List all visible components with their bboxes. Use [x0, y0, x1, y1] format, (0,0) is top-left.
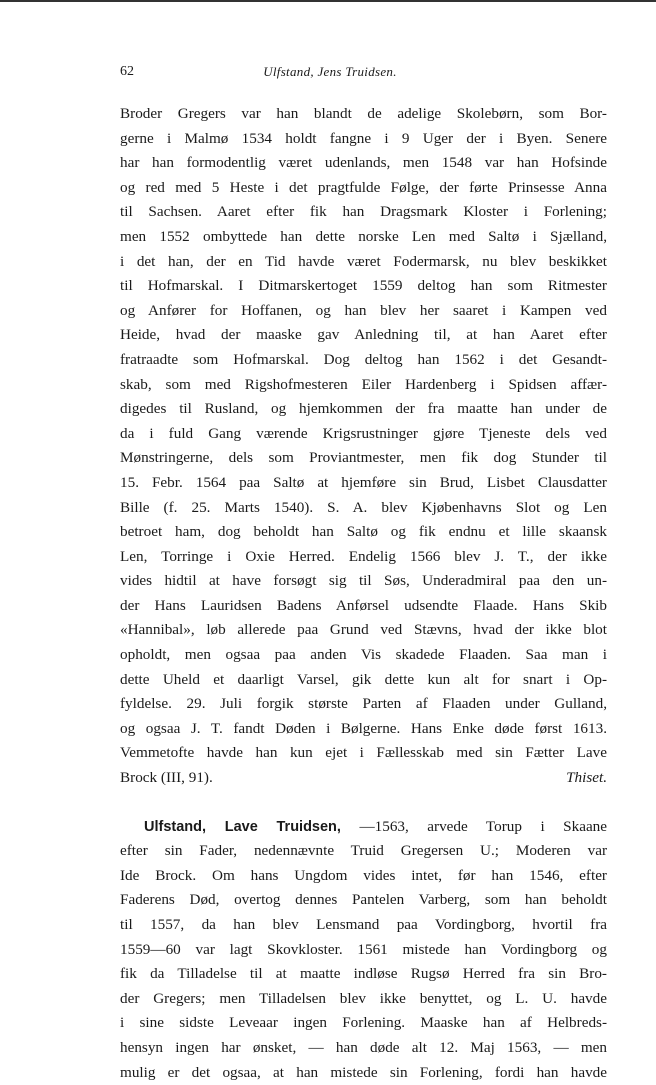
text-line: Len, Torringe i Oxie Herred. Endelig 1566 blev J. T., der ikke [120, 547, 607, 565]
body-text [120, 102, 607, 1085]
text-line: skab, som med Rigshofmesteren Eiler Hardenberg i Spidsen affær- [120, 375, 607, 393]
running-head: Ulfstand, Jens Truidsen. [263, 64, 397, 79]
author-signature: Thiset. [566, 769, 607, 787]
text-line: «Hannibal», løb allerede paa Grund ved Stævns, hvad der ikke blot [120, 621, 607, 639]
text-line: til Sachsen. Aaret efter fik han Dragsmark Kloster i Forlening; [120, 203, 607, 221]
entry-jens-truidsen-continued [120, 102, 607, 791]
text-line: Broder Gregers var han blandt de adelige Skolebørn, som Bor- [120, 105, 607, 122]
text-line: Ide Brock. Om hans Ungdom vides intet, før han 1546, efter [120, 866, 607, 884]
page-number: 62 [120, 64, 134, 79]
text-line: opholdt, men ogsaa paa anden Vis skadede Flaaden. Saa man i [120, 646, 607, 664]
text-line: Bille (f. 25. Marts 1540). S. A. blev Kjøbenhavns Slot og Len [120, 498, 607, 516]
text-line: 1559—60 var lagt Skovkloster. 1561 mistede han Vordingborg og [120, 940, 607, 958]
text-line: mulig er det ogsaa, at han mistede sin Forlening, fordi han havde [120, 1063, 607, 1081]
entry-lave-truidsen [120, 815, 607, 1085]
text-line: 15. Febr. 1564 paa Saltø at hjemføre sin Brud, Lisbet Clausdatter [120, 473, 607, 491]
page-header [120, 64, 540, 84]
text-line: og ogsaa J. T. fandt Døden i Bølgerne. Hans Enke døde først 1613. [120, 719, 607, 737]
text-line: til Hofmarskal. I Ditmarskertoget 1559 deltog han som Ritmester [120, 277, 607, 295]
entry-title: Ulfstand, Lave Truidsen, [144, 818, 341, 835]
text-line: gerne i Malmø 1534 holdt fangne i 9 Uger der i Byen. Senere [120, 129, 607, 147]
text-line: og Anfører for Hoffanen, og han blev her saaret i Kampen ved [120, 301, 607, 319]
text-line: fratraadte som Hofmarskal. Dog deltog han 1562 i det Gesandt- [120, 350, 607, 368]
text-line: efter sin Fader, nedennævnte Truid Gregersen U.; Moderen var [120, 842, 607, 860]
text-line: i det han, der en Tid havde været Fodermarsk, nu blev beskikket [120, 252, 607, 270]
text-line: da i fuld Gang værende Krigsrustninger gjøre Tjeneste dels ved [120, 424, 607, 442]
text-line: til 1557, da han blev Lensmand paa Vordingborg, hvortil fra [120, 916, 607, 933]
text-line: fik da Tilladelse til at maatte indløse Rugsø Herred fra sin Bro- [120, 965, 607, 983]
text-line: hensyn ingen har ønsket, — han døde alt 12. Maj 1563, — men [120, 1038, 607, 1056]
text-line: Vemmetofte havde han kun ejet i Fællesskab med sin Fætter Lave [120, 744, 607, 762]
text-line: fyldelse. 29. Juli forgik største Parten af Flaaden under Gulland, [120, 695, 607, 713]
entry-first-line-text: —1563, arvede Torup i Skaane [359, 817, 607, 835]
entry-separator [120, 791, 607, 815]
text-line: Mønstringerne, dels som Proviantmester, men fik dog Stunder til [120, 449, 607, 467]
text-line: vides hidtil at have forsøgt sig til Søs, Underadmiral paa den un- [120, 572, 607, 590]
text-line: digedes til Rusland, og hjemkommen der fra maatte han under de [120, 400, 607, 418]
text-line: Brock (III, 91). [120, 769, 213, 787]
entry-first-line [120, 815, 607, 840]
text-line: i sine sidste Leveaar ingen Forlening. Maaske han af Helbreds- [120, 1014, 607, 1032]
text-line: men 1552 ombyttede han dette norske Len med Saltø i Sjælland, [120, 227, 607, 245]
text-line: betroet ham, dog beholdt han Saltø og fik endnu et lille skaansk [120, 523, 607, 541]
signed-line [120, 766, 607, 791]
text-line: der Hans Lauridsen Badens Anførsel udsendte Flaade. Hans Skib [120, 596, 607, 614]
text-line: der Gregers; men Tilladelsen blev ikke benyttet, og L. U. havde [120, 989, 607, 1007]
text-line: dette Uheld et daarligt Varsel, gik dette kun alt for snart i Op- [120, 670, 607, 688]
page-top-rule [0, 0, 656, 2]
text-line: og red med 5 Heste i det pragtfulde Følge, der førte Prinsesse Anna [120, 178, 607, 196]
text-line: Heide, hvad der maaske gav Anledning til, at han Aaret efter [120, 326, 607, 344]
text-line: Faderens Død, overtog dennes Pantelen Varberg, som han beholdt [120, 891, 607, 909]
text-line: har han formodentlig været udenlands, men 1548 var han Hofsinde [120, 154, 607, 172]
